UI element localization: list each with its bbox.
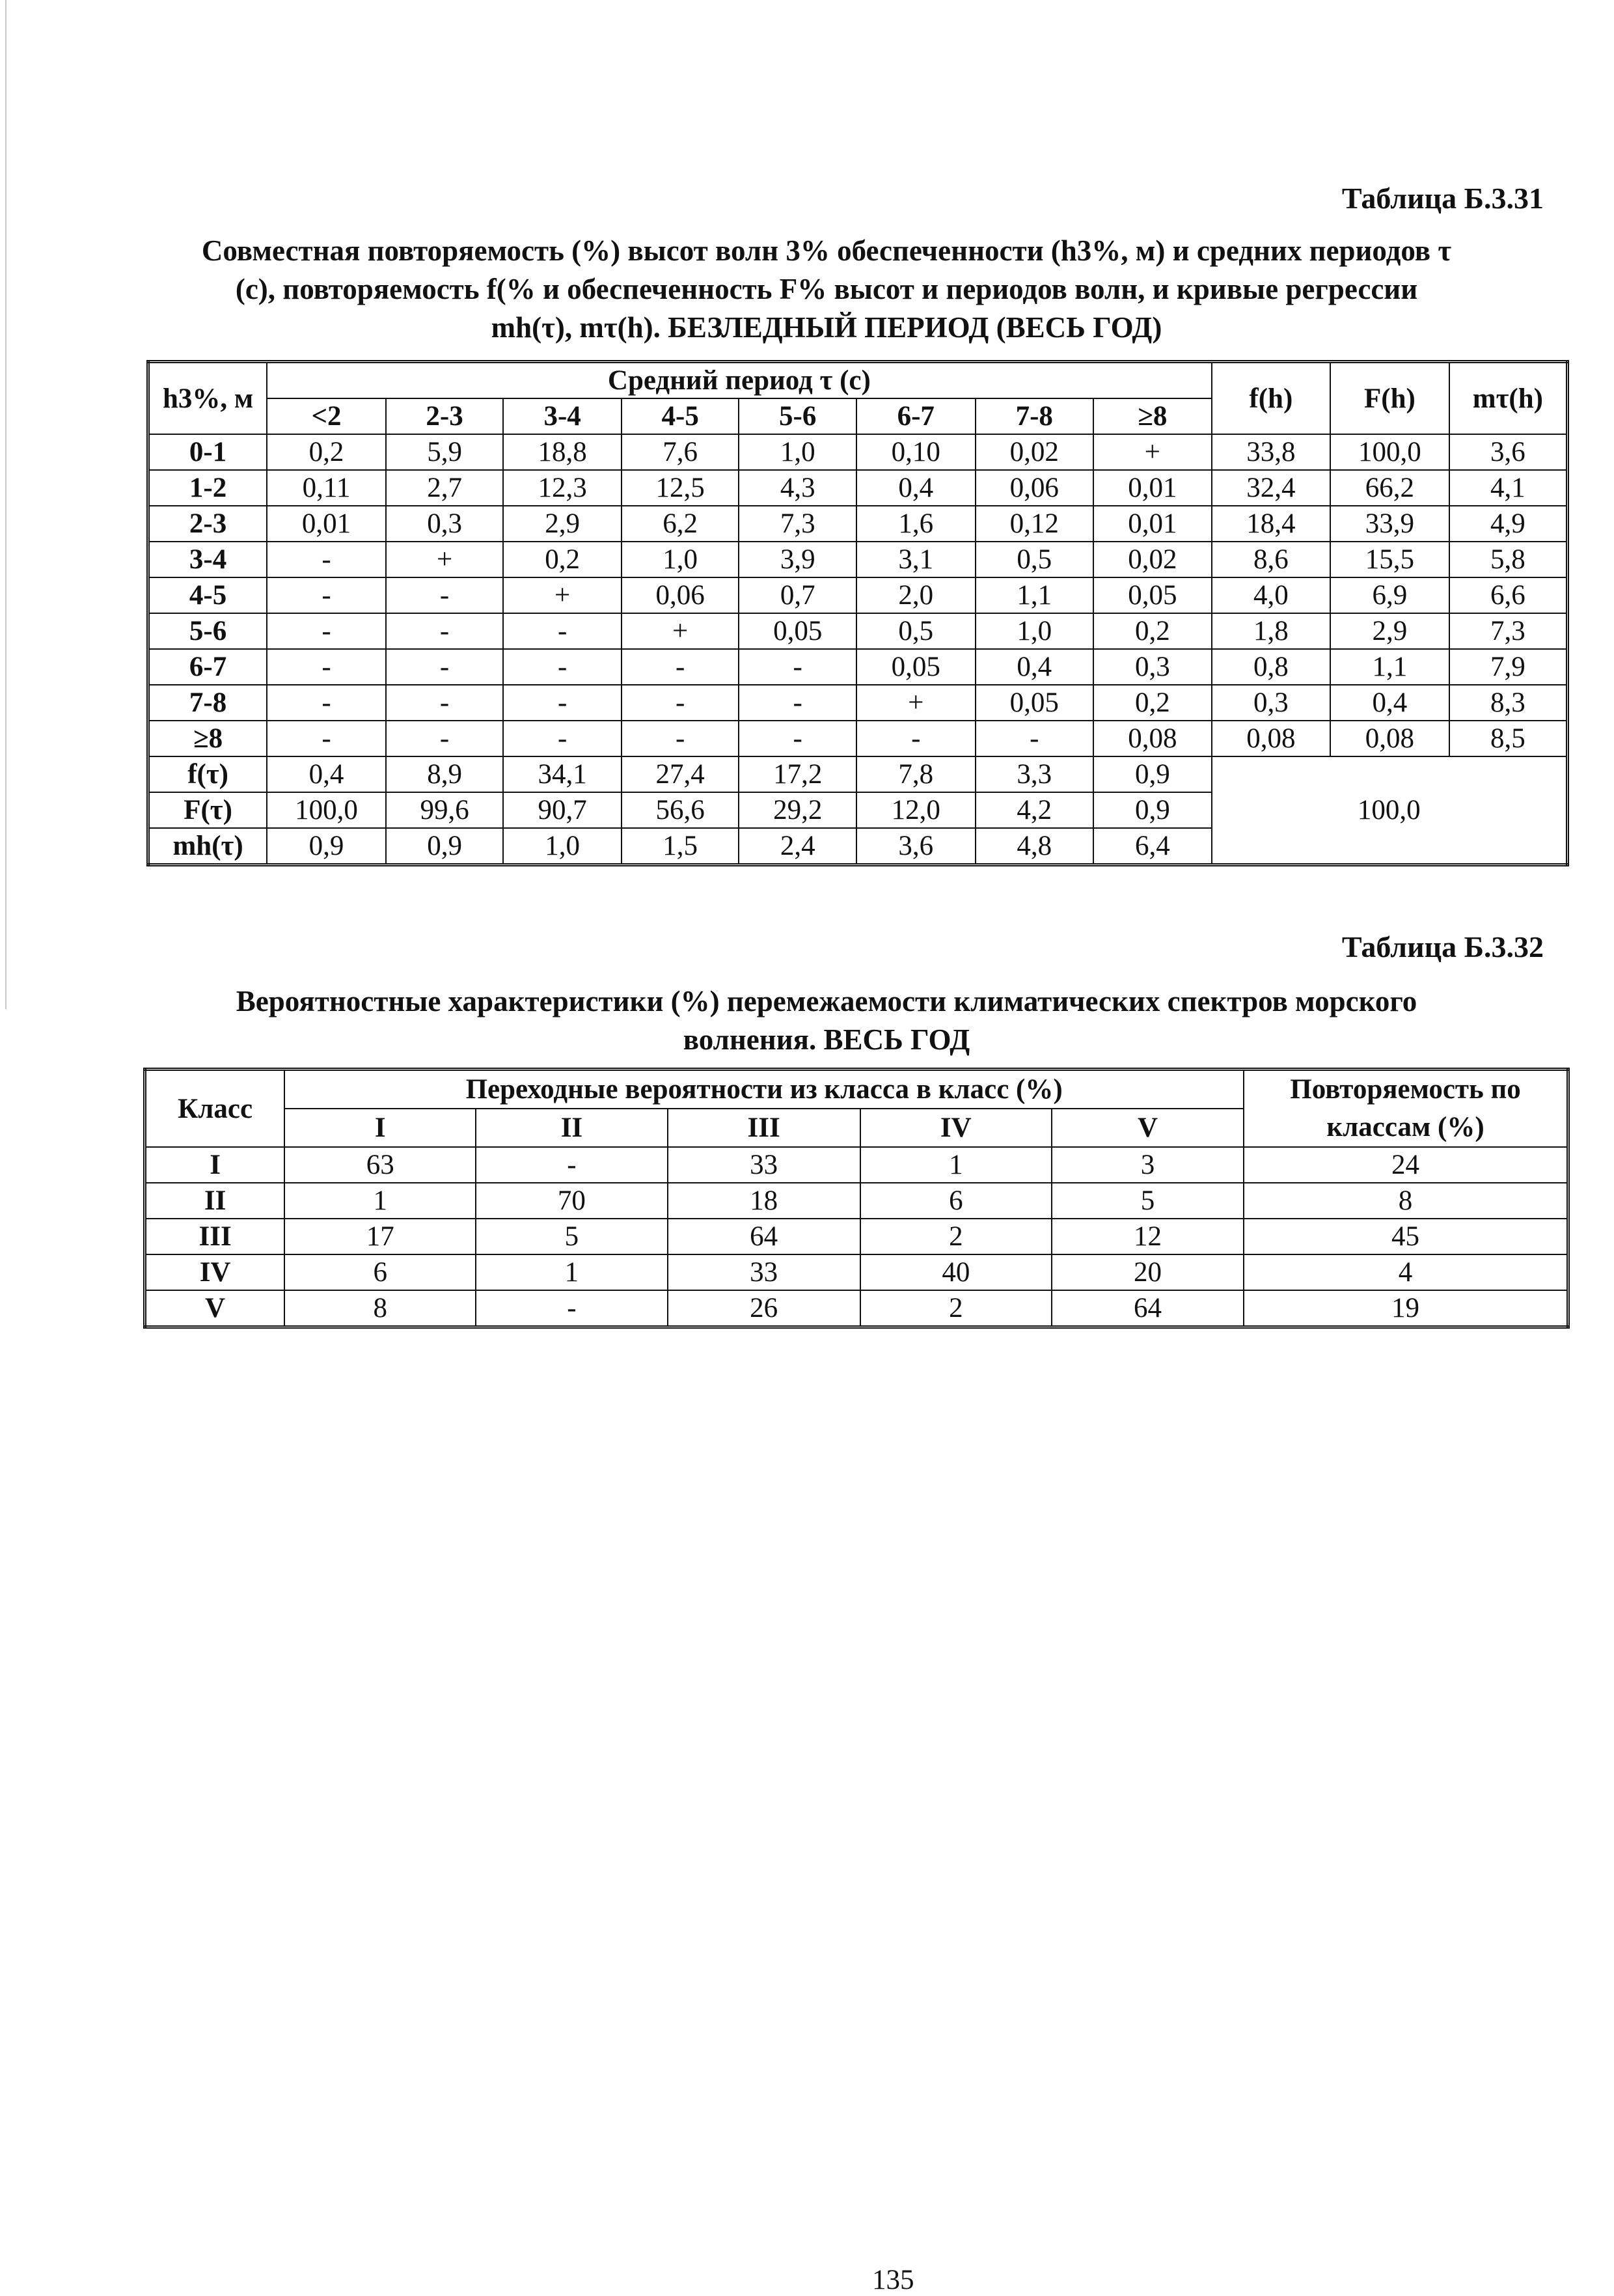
height-range-cell: 0-1 bbox=[148, 434, 267, 470]
table-row bbox=[145, 1147, 1568, 1183]
table-cell: 0,06 bbox=[622, 577, 739, 613]
height-range-cell: 3-4 bbox=[148, 542, 267, 577]
table-cell: + bbox=[856, 685, 976, 721]
table-cell: 0,7 bbox=[739, 577, 856, 613]
height-column-header: h3%, м bbox=[148, 362, 267, 435]
table-cell: 0,10 bbox=[856, 434, 976, 470]
table-cell: 18 bbox=[668, 1183, 860, 1219]
table-cell: 0,9 bbox=[267, 828, 386, 865]
class-column-header: IV bbox=[860, 1109, 1052, 1147]
table-cell: 34,1 bbox=[503, 756, 622, 792]
table-row bbox=[148, 613, 1568, 649]
table-2-label: Таблица Б.3.32 bbox=[1341, 930, 1544, 963]
table-cell: 1,0 bbox=[622, 542, 739, 577]
table-cell: - bbox=[267, 542, 386, 577]
table-cell: 12,3 bbox=[503, 470, 622, 506]
frequency-cell: 45 bbox=[1244, 1219, 1568, 1254]
table-cell: 17,2 bbox=[739, 756, 856, 792]
table-cell: 0,4 bbox=[267, 756, 386, 792]
table-cell: 12,5 bbox=[622, 470, 739, 506]
table-cell: 32,4 bbox=[1212, 470, 1331, 506]
mth-header: mτ(h) bbox=[1449, 362, 1568, 435]
table-cell: 0,11 bbox=[267, 470, 386, 506]
table-cell: 0,4 bbox=[1330, 685, 1449, 721]
table-cell: 3,3 bbox=[976, 756, 1094, 792]
table-cell: 0,12 bbox=[976, 506, 1094, 542]
table-cell: 2,4 bbox=[739, 828, 856, 865]
table-cell: 1 bbox=[284, 1183, 476, 1219]
table-cell: - bbox=[386, 649, 504, 685]
table-cell: 6 bbox=[284, 1254, 476, 1290]
height-range-cell: ≥8 bbox=[148, 721, 267, 756]
table-cell: + bbox=[622, 613, 739, 649]
table-cell: - bbox=[622, 649, 739, 685]
table-cell: 2,7 bbox=[386, 470, 504, 506]
table-cell: 1,0 bbox=[976, 613, 1094, 649]
class-frequency-header: Повторяемость по классам (%) bbox=[1244, 1070, 1568, 1148]
table-cell: 12,0 bbox=[856, 792, 976, 828]
table-cell: 0,5 bbox=[976, 542, 1094, 577]
table-cell: 0,2 bbox=[1093, 685, 1212, 721]
table-cell: 3 bbox=[1052, 1147, 1244, 1183]
table-cell: - bbox=[856, 721, 976, 756]
table-cell: 6 bbox=[860, 1183, 1052, 1219]
height-range-cell: 7-8 bbox=[148, 685, 267, 721]
table-cell: 8,3 bbox=[1449, 685, 1568, 721]
table-row bbox=[148, 721, 1568, 756]
table-cell: 2,9 bbox=[503, 506, 622, 542]
table-cell: 1 bbox=[476, 1254, 667, 1290]
table-1-caption-line: Совместная повторяемость (%) высот волн 3% обеспеченности (h3%, м) и средних периодов τ bbox=[201, 234, 1452, 267]
table-cell: 8,9 bbox=[386, 756, 504, 792]
table-cell: - bbox=[386, 685, 504, 721]
table-cell: 5 bbox=[1052, 1183, 1244, 1219]
table-cell: 40 bbox=[860, 1254, 1052, 1290]
table-cell: - bbox=[739, 685, 856, 721]
table-cell: 6,9 bbox=[1330, 577, 1449, 613]
table-cell: 8,5 bbox=[1449, 721, 1568, 756]
table-cell: 0,05 bbox=[856, 649, 976, 685]
table-cell: 3,6 bbox=[856, 828, 976, 865]
class-label-cell: III bbox=[145, 1219, 285, 1254]
table-cell: 100,0 bbox=[267, 792, 386, 828]
table-row bbox=[148, 685, 1568, 721]
table-cell: 2,9 bbox=[1330, 613, 1449, 649]
table-cell: 7,8 bbox=[856, 756, 976, 792]
table-cell: 12 bbox=[1052, 1219, 1244, 1254]
table-cell: 0,3 bbox=[386, 506, 504, 542]
table-row bbox=[148, 506, 1568, 542]
table-cell: 0,05 bbox=[739, 613, 856, 649]
table-row bbox=[148, 542, 1568, 577]
summary-row bbox=[148, 756, 1568, 792]
table-row bbox=[145, 1183, 1568, 1219]
table-cell: 0,3 bbox=[1212, 685, 1331, 721]
table-row bbox=[145, 1254, 1568, 1290]
class-column-header: I bbox=[284, 1109, 476, 1147]
table-1-caption bbox=[143, 232, 1510, 347]
table-cell: 7,3 bbox=[739, 506, 856, 542]
table-cell: 0,5 bbox=[856, 613, 976, 649]
table-cell: 7,9 bbox=[1449, 649, 1568, 685]
table-cell: - bbox=[503, 685, 622, 721]
table-row bbox=[145, 1290, 1568, 1327]
table-cell: - bbox=[622, 721, 739, 756]
height-range-cell: 5-6 bbox=[148, 613, 267, 649]
table-cell: 0,2 bbox=[1093, 613, 1212, 649]
table-1-caption-line: (с), повторяемость f(% и обеспеченность F% высот и периодов волн, и кривые регрессии bbox=[235, 273, 1418, 305]
table-cell: - bbox=[267, 613, 386, 649]
table-cell: 90,7 bbox=[503, 792, 622, 828]
table-1-caption-line: mh(τ), mτ(h). БЕЗЛЕДНЫЙ ПЕРИОД (ВЕСЬ ГОД) bbox=[491, 311, 1162, 344]
table-cell: 64 bbox=[1052, 1290, 1244, 1327]
table-cell: 4,0 bbox=[1212, 577, 1331, 613]
table-cell: 0,02 bbox=[976, 434, 1094, 470]
summary-label-cell: F(τ) bbox=[148, 792, 267, 828]
period-column-header: 5-6 bbox=[739, 398, 856, 434]
table-cell: 0,3 bbox=[1093, 649, 1212, 685]
spectrum-transition-table bbox=[143, 1068, 1570, 1329]
scan-edge-line bbox=[5, 0, 7, 1009]
class-header: Класс bbox=[145, 1070, 285, 1148]
table-cell: 56,6 bbox=[622, 792, 739, 828]
summary-label-cell: f(τ) bbox=[148, 756, 267, 792]
table-cell: 63 bbox=[284, 1147, 476, 1183]
period-column-header: 6-7 bbox=[856, 398, 976, 434]
table-cell: 0,02 bbox=[1093, 542, 1212, 577]
table-cell: 4,2 bbox=[976, 792, 1094, 828]
table-cell: 0,08 bbox=[1212, 721, 1331, 756]
period-column-header: 4-5 bbox=[622, 398, 739, 434]
table-cell: - bbox=[476, 1290, 667, 1327]
class-column-header: II bbox=[476, 1109, 667, 1147]
table-cell: 4,3 bbox=[739, 470, 856, 506]
table-cell: 4,9 bbox=[1449, 506, 1568, 542]
table-cell: 1,1 bbox=[1330, 649, 1449, 685]
frequency-cell: 19 bbox=[1244, 1290, 1568, 1327]
table-cell: 1,5 bbox=[622, 828, 739, 865]
table-cell: 3,1 bbox=[856, 542, 976, 577]
table-cell: 2 bbox=[860, 1290, 1052, 1327]
wave-height-period-table bbox=[146, 360, 1569, 866]
table-cell: 18,4 bbox=[1212, 506, 1331, 542]
period-column-header: 3-4 bbox=[503, 398, 622, 434]
table-cell: 0,4 bbox=[976, 649, 1094, 685]
table-cell: 5,8 bbox=[1449, 542, 1568, 577]
table-cell: 33 bbox=[668, 1254, 860, 1290]
table-cell: - bbox=[386, 577, 504, 613]
summary-label-cell: mh(τ) bbox=[148, 828, 267, 865]
class-label-cell: II bbox=[145, 1183, 285, 1219]
table-cell: - bbox=[503, 649, 622, 685]
table-cell: 8,6 bbox=[1212, 542, 1331, 577]
table-cell: 0,2 bbox=[267, 434, 386, 470]
class-column-header: III bbox=[668, 1109, 860, 1147]
table-cell: 7,3 bbox=[1449, 613, 1568, 649]
table-cell: 17 bbox=[284, 1219, 476, 1254]
table-cell: - bbox=[267, 577, 386, 613]
height-range-cell: 1-2 bbox=[148, 470, 267, 506]
table-cell: 5,9 bbox=[386, 434, 504, 470]
table-cell: 33,8 bbox=[1212, 434, 1331, 470]
table-cell: 20 bbox=[1052, 1254, 1244, 1290]
table-cell: - bbox=[267, 649, 386, 685]
table-cell: 1,1 bbox=[976, 577, 1094, 613]
table-cell: 7,6 bbox=[622, 434, 739, 470]
table-cell: 0,06 bbox=[976, 470, 1094, 506]
table-cell: 3,9 bbox=[739, 542, 856, 577]
table-cell: - bbox=[386, 613, 504, 649]
table-cell: 66,2 bbox=[1330, 470, 1449, 506]
table-cell: 0,9 bbox=[1093, 792, 1212, 828]
table-cell: 0,08 bbox=[1093, 721, 1212, 756]
table-cell: 0,4 bbox=[856, 470, 976, 506]
table-cell: 0,05 bbox=[976, 685, 1094, 721]
period-group-header: Средний период τ (с) bbox=[267, 362, 1211, 399]
table-cell: 0,01 bbox=[1093, 506, 1212, 542]
height-range-cell: 2-3 bbox=[148, 506, 267, 542]
table-cell: 33 bbox=[668, 1147, 860, 1183]
table-cell: - bbox=[503, 721, 622, 756]
table-cell: 26 bbox=[668, 1290, 860, 1327]
frequency-cell: 24 bbox=[1244, 1147, 1568, 1183]
table-cell: 2,0 bbox=[856, 577, 976, 613]
table-cell: 70 bbox=[476, 1183, 667, 1219]
table-cell: 0,05 bbox=[1093, 577, 1212, 613]
table-cell: 64 bbox=[668, 1219, 860, 1254]
height-range-cell: 6-7 bbox=[148, 649, 267, 685]
period-column-header: 2-3 bbox=[386, 398, 504, 434]
table-cell: 6,2 bbox=[622, 506, 739, 542]
table-cell: 100,0 bbox=[1330, 434, 1449, 470]
fh-header: f(h) bbox=[1212, 362, 1331, 435]
table-cell: 3,6 bbox=[1449, 434, 1568, 470]
class-column-header: V bbox=[1052, 1109, 1244, 1147]
table-cell: - bbox=[622, 685, 739, 721]
table-cell: + bbox=[386, 542, 504, 577]
table-cell: 0,9 bbox=[386, 828, 504, 865]
table-cell: 99,6 bbox=[386, 792, 504, 828]
table-cell: - bbox=[739, 649, 856, 685]
table-cell: - bbox=[476, 1147, 667, 1183]
table-cell: - bbox=[976, 721, 1094, 756]
height-range-cell: 4-5 bbox=[148, 577, 267, 613]
frequency-cell: 4 bbox=[1244, 1254, 1568, 1290]
table-cell: 18,8 bbox=[503, 434, 622, 470]
table-row bbox=[145, 1219, 1568, 1254]
table-cell: 0,01 bbox=[1093, 470, 1212, 506]
period-column-header: ≥8 bbox=[1093, 398, 1212, 434]
table-cell: 33,9 bbox=[1330, 506, 1449, 542]
table-row bbox=[148, 434, 1568, 470]
table-cell: 6,6 bbox=[1449, 577, 1568, 613]
Fh-header: F(h) bbox=[1330, 362, 1449, 435]
frequency-cell: 8 bbox=[1244, 1183, 1568, 1219]
table-cell: 4,1 bbox=[1449, 470, 1568, 506]
table-cell: - bbox=[739, 721, 856, 756]
table-cell: 5 bbox=[476, 1219, 667, 1254]
table-cell: - bbox=[267, 685, 386, 721]
class-label-cell: IV bbox=[145, 1254, 285, 1290]
table-2-caption-line: Вероятностные характеристики (%) перемежаемости климатических спектров морского bbox=[236, 985, 1417, 1017]
period-column-header: 7-8 bbox=[976, 398, 1094, 434]
table-row bbox=[148, 470, 1568, 506]
table-row bbox=[148, 577, 1568, 613]
table-cell: 4,8 bbox=[976, 828, 1094, 865]
table-cell: 2 bbox=[860, 1219, 1052, 1254]
summary-total-cell: 100,0 bbox=[1212, 756, 1568, 865]
table-cell: 27,4 bbox=[622, 756, 739, 792]
table-2-caption-line: волнения. ВЕСЬ ГОД bbox=[683, 1023, 970, 1056]
table-1-label: Таблица Б.3.31 bbox=[1341, 182, 1544, 215]
table-cell: 1 bbox=[860, 1147, 1052, 1183]
page-number: 135 bbox=[872, 2265, 914, 2295]
period-column-header: <2 bbox=[267, 398, 386, 434]
table-cell: 0,01 bbox=[267, 506, 386, 542]
table-cell: - bbox=[386, 721, 504, 756]
table-cell: 29,2 bbox=[739, 792, 856, 828]
table-cell: 1,0 bbox=[503, 828, 622, 865]
table-cell: 0,2 bbox=[503, 542, 622, 577]
class-label-cell: I bbox=[145, 1147, 285, 1183]
table-cell: 8 bbox=[284, 1290, 476, 1327]
table-cell: 0,8 bbox=[1212, 649, 1331, 685]
class-label-cell: V bbox=[145, 1290, 285, 1327]
table-cell: 6,4 bbox=[1093, 828, 1212, 865]
table-row bbox=[148, 649, 1568, 685]
table-cell: 0,08 bbox=[1330, 721, 1449, 756]
table-cell: 1,6 bbox=[856, 506, 976, 542]
table-cell: 0,9 bbox=[1093, 756, 1212, 792]
table-cell: - bbox=[503, 613, 622, 649]
table-cell: 1,8 bbox=[1212, 613, 1331, 649]
table-cell: + bbox=[503, 577, 622, 613]
table-cell: - bbox=[267, 721, 386, 756]
transition-group-header: Переходные вероятности из класса в класс (%) bbox=[284, 1070, 1244, 1109]
table-cell: 15,5 bbox=[1330, 542, 1449, 577]
table-2-caption bbox=[143, 982, 1510, 1059]
table-cell: + bbox=[1093, 434, 1212, 470]
table-cell: 1,0 bbox=[739, 434, 856, 470]
